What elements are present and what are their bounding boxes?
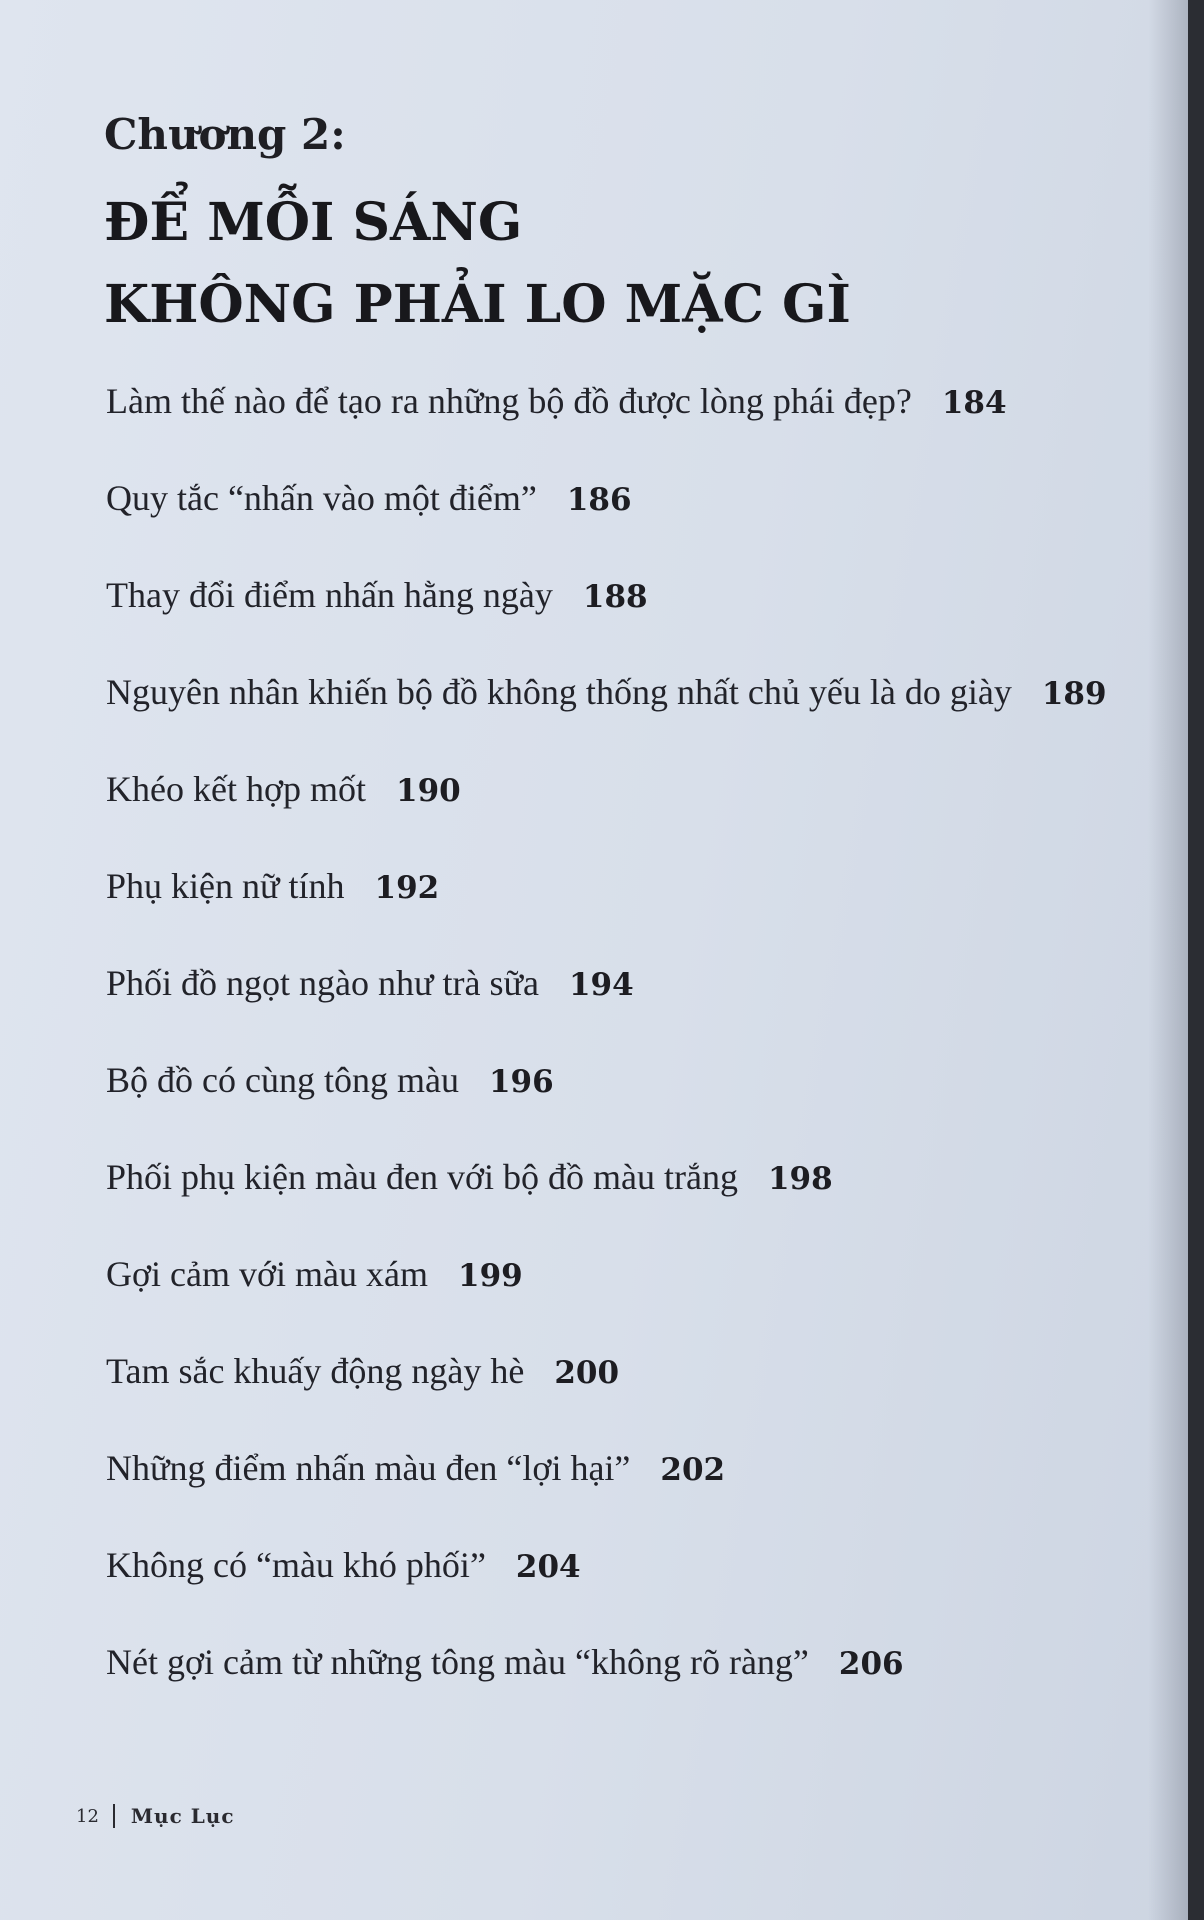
toc-entry-title: Phụ kiện nữ tính (106, 866, 345, 906)
toc-entry (106, 380, 1146, 477)
toc-entry-page: 198 (767, 1161, 833, 1197)
toc-entry-title: Tam sắc khuấy động ngày hè (106, 1351, 525, 1391)
toc-entry (106, 1641, 1146, 1738)
toc-entry-title: Gợi cảm với màu xám (106, 1254, 428, 1294)
toc-entry-title: Phối đồ ngọt ngào như trà sữa (106, 963, 539, 1003)
toc-entry (106, 477, 1146, 574)
page-edge-shadow (1148, 0, 1188, 1920)
toc-entry-title: Nét gợi cảm từ những tông màu “không rõ ràng” (106, 1642, 809, 1682)
toc-entry-title: Thay đổi điểm nhấn hằng ngày (106, 575, 553, 615)
toc-entry (106, 962, 1146, 1059)
toc-entry (106, 574, 1146, 671)
footer-page-number: 12 (76, 1805, 99, 1827)
toc-entry-title: Khéo kết hợp mốt (106, 769, 366, 809)
toc-entry-title: Nguyên nhân khiến bộ đồ không thống nhất chủ yếu là do giày (106, 672, 1012, 712)
toc-entry-title: Không có “màu khó phối” (106, 1545, 486, 1585)
toc-entry (106, 768, 1146, 865)
toc-entry (106, 1059, 1146, 1156)
toc-entry-page: 188 (582, 579, 648, 615)
toc-entry-page: 204 (515, 1549, 581, 1585)
toc-entry-page: 196 (488, 1064, 554, 1100)
toc-entry-title: Những điểm nhấn màu đen “lợi hại” (106, 1448, 631, 1488)
toc-entry (106, 1253, 1146, 1350)
chapter-label: Chương 2: (104, 110, 346, 159)
toc-entry-page: 200 (554, 1355, 620, 1391)
toc-entry (106, 865, 1146, 962)
chapter-title (104, 182, 851, 346)
toc-entry-title: Quy tắc “nhấn vào một điểm” (106, 478, 537, 518)
toc-entry-page: 194 (568, 967, 634, 1003)
toc-entry-page: 202 (660, 1452, 726, 1488)
toc-entry-page: 186 (566, 482, 632, 518)
toc-entry (106, 1156, 1146, 1253)
toc-entry-title: Làm thế nào để tạo ra những bộ đồ được lòng phái đẹp? (106, 381, 912, 421)
toc-entry (106, 671, 1146, 768)
toc-entry-page: 190 (396, 773, 461, 809)
chapter-title-line-2: KHÔNG PHẢI LO MẶC GÌ (104, 274, 851, 335)
toc-entry (106, 1447, 1146, 1544)
toc-entry-page: 199 (458, 1258, 523, 1294)
toc-entry-title: Bộ đồ có cùng tông màu (106, 1060, 459, 1100)
chapter-title-line-1: ĐỂ MỖI SÁNG (104, 192, 523, 253)
toc-entry-page: 189 (1041, 676, 1107, 712)
toc-entry (106, 1350, 1146, 1447)
toc-entry (106, 1544, 1146, 1641)
toc-entry-page: 192 (374, 870, 440, 906)
footer-divider (113, 1804, 115, 1828)
footer-section-label: Mục Lục (130, 1804, 235, 1828)
toc-entry-title: Phối phụ kiện màu đen với bộ đồ màu trắng (106, 1157, 738, 1197)
toc-entry-page: 206 (838, 1646, 904, 1682)
toc-entry-page: 184 (941, 385, 1007, 421)
table-of-contents (106, 380, 1146, 1738)
page-footer (76, 1804, 235, 1828)
